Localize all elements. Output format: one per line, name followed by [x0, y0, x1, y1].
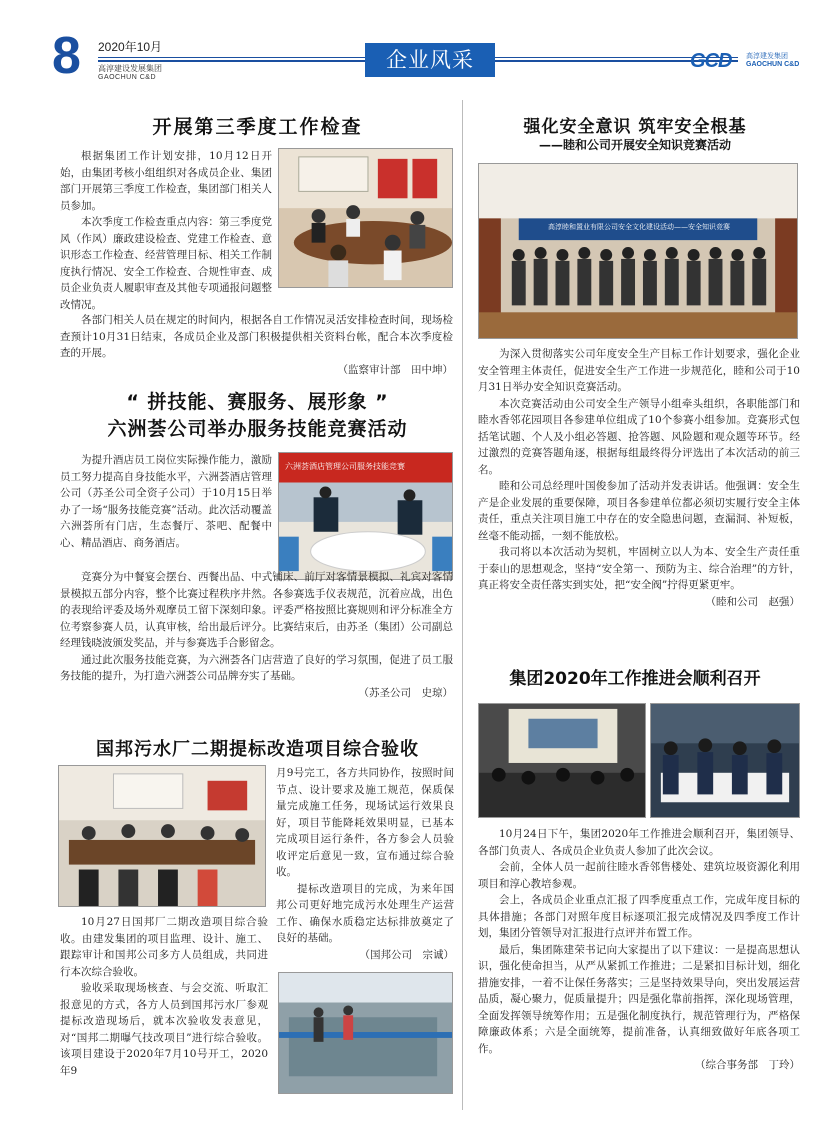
- article-4-para-1: 为深入贯彻落实公司年度安全生产目标工作计划要求，强化企业安全管理主体责任，促进安全生产工作进一步规范化，睦和公司于10月31日举办安全知识竞赛活动。: [478, 348, 800, 393]
- article-3-photo-1: [58, 765, 266, 907]
- article-2-para-1: 为提升酒店员工岗位实际操作能力，激励员工努力提高自身技能水平，六洲荟酒店管理公司（苏圣公司全资子公司）于10月15日举办了一场“服务技能竞赛”活动。此次活动覆盖六洲荟所有门店，生态餐厅、茶吧、配餐中心、精品酒店、商务酒店。: [60, 454, 272, 549]
- article-1-para-1: 根据集团工作计划安排，10月12日开始，由集团考核小组组织对各成员企业、集团部门开展第三季度工作检查，集团部门相关人员参加。: [60, 150, 272, 212]
- article-1-para-3: 各部门相关人员在规定的时间内，根据各自工作情况灵活安排检查时间，现场检查预计10月31日结束，各成员企业及部门积极提供相关资料台帐，配合本次季度检查的开展。: [60, 314, 453, 359]
- article-5-para-4: 最后，集团陈建荣书记向大家提出了以下建议：一是提高思想认识，强化使命担当，从严从紧抓工作推进；二是紧扣目标计划，细化措施安排，一着不让保任务落实；三是坚持效果导向，突出发展运营品质，凝心聚力，促质量提升；四是强化靠前指挥，深化现场管理，全面发挥领导统筹作用；五是强化制度执行，规范管理行为，严格保障廉政体系；六是全面统筹，提前准备，认真细致做好年底各项工作。: [478, 943, 800, 1055]
- article-4-photo: [478, 163, 798, 339]
- article-3-para-2-cont: 月9号完工，各方共同协作，按照时间节点、设计要求及施工规范，保质保量完成施工任务，现场试运行效果良好，项目节能降耗效果明显，已基本完成项目运行条件，各方参会人员验收评定后意见一致，宣布通过综合验收。: [276, 767, 454, 878]
- page-number: 8: [52, 27, 81, 85]
- article-4-para-3: 睦和公司总经理叶国俊参加了活动并发表讲话。他强调：安全生产是企业发展的重要保障，项目各参建单位都必须切实履行安全主体责任，重点关注项目施工中存在的安全隐患问题，查漏洞、补短板，丝毫不能动摇，一刻不能放松。: [478, 480, 800, 542]
- page-header: [0, 0, 830, 100]
- article-3-body-right: [276, 765, 454, 963]
- article-5-para-3: 会上，各成员企业重点汇报了四季度重点工作，完成年度目标的具体措施；各部门对照年度目标逐项汇报完成情况及四季度工作计划，集团分管领导对汇报进行点评并布置工作。: [478, 894, 800, 939]
- issue-date: 2020年10月: [98, 40, 163, 54]
- article-2-body-top: [60, 452, 272, 551]
- article-3-photo-2: [278, 972, 453, 1094]
- article-1-title: 开展第三季度工作检查: [152, 116, 363, 138]
- article-4-body: [478, 346, 800, 610]
- article-5-para-1: 10月24日下午，集团2020年工作推进会顺利召开，集团领导、各部门负责人、各成员企业负责人参加了此次会议。: [478, 828, 800, 857]
- article-1-signature: （监察审计部 田中坤）: [337, 363, 453, 376]
- org-name-en: GAOCHUN C&D: [98, 74, 157, 81]
- article-3-para-2: 验收采取现场核查、与会交流、听取汇报意见的方式，各方人员到国邦污水厂参观提标改造现场后，就本次验收发表意见，对“国邦二期曝气技改项目”进行综合验收。该项目建设于2020年7月10号开工，2020年9: [60, 982, 268, 1077]
- article-3-body-left: [60, 914, 268, 1079]
- article-4-signature: （睦和公司 赵强）: [705, 595, 800, 608]
- logo-text-en: GAOCHUN C&D: [746, 61, 800, 68]
- article-1-body-bottom: [60, 312, 453, 378]
- article-5-body: [478, 826, 800, 1074]
- article-2-para-2: 竞赛分为中餐宴会摆台、西餐出品、中式铺床、前厅对客情景模拟、礼宾对客情景模拟五部分内容，整个比赛过程秩序井然。各参赛选手仪表规范，沉着应战，出色的表现给评委及场外观摩员工留下深刻印象。评委严格按照比赛规则和评分标准全方位考察参赛人员，认真审核，给出最后评分。比赛结束后，由苏圣（集团）公司副总经理钱晓波颁发奖品，并与参赛选手合影留念。: [60, 571, 453, 649]
- article-2-body-bottom: [60, 569, 453, 701]
- logo-mark: GCD: [690, 50, 732, 72]
- article-4-photo-banner: 高淳睦和置业有限公司安全文化建设活动——安全知识竞赛: [548, 223, 730, 231]
- article-5-signature: （综合事务部 丁玲）: [695, 1059, 800, 1071]
- article-4-title-line-1: 强化安全意识 筑牢安全根基: [523, 117, 747, 137]
- article-1-body-top: [60, 148, 272, 313]
- article-1-photo: [278, 148, 453, 288]
- article-3-title: 国邦污水厂二期提标改造项目综合验收: [96, 739, 419, 760]
- article-3-para-3: 提标改造项目的完成，为来年国邦公司更好地完成污水处理生产运营工作、确保水质稳定达标排放奠定了良好的基础。: [276, 882, 454, 944]
- article-2-title-line-2: 六洲荟公司举办服务技能竞赛活动: [107, 418, 408, 440]
- article-2-title-line-1: “ 拼技能、赛服务、展形象 ”: [126, 391, 389, 413]
- article-5-photo-2: [650, 703, 800, 818]
- org-name-cn: 高淳建设发展集团: [98, 64, 162, 73]
- article-4-para-2: 本次竞赛活动由公司安全生产领导小组牵头组织，各职能部门和睦水香邻花园项目各参建单位组成了10个参赛小组参加。竞赛形式包括笔试题、个人及小组必答题、抢答题、风险题和观众题等环节。经过激烈的竞赛答题角逐，根据每组最终得分评选出了本次活动的前三名。: [478, 397, 800, 476]
- article-4-title-line-2: ——睦和公司开展安全知识竞赛活动: [538, 138, 731, 152]
- column-divider: [462, 100, 463, 1110]
- article-4-para-4: 我司将以本次活动为契机，牢固树立以人为本、安全生产责任重于泰山的思想观念，坚持“安全第一、预防为主、综合治理”的方针，真正将安全责任落实到实处，把“安全阀”拧得更紧更牢。: [478, 546, 800, 591]
- article-5-photo-1: [478, 703, 646, 818]
- article-2-signature: （苏圣公司 史琼）: [358, 686, 453, 699]
- article-2-para-3: 通过此次服务技能竞赛，为六洲荟各门店营造了良好的学习氛围，促进了员工服务技能的提升，为打造六洲荟公司品牌夯实了基础。: [60, 653, 453, 682]
- section-title: 企业风采: [365, 43, 495, 77]
- article-3-signature: （国邦公司 宗诚）: [359, 948, 454, 961]
- logo-text-cn: 高淳建发集团: [746, 53, 788, 60]
- article-1-para-2: 本次季度工作检查重点内容：第三季度党风（作风）廉政建设检查、党建工作检查、意识形态工作检查、经营管理目标、相关工作制度执行情况、安全工作检查、合规性审查、成员企业负责人履职审查及其他专项通报问题整改情况。: [60, 216, 272, 311]
- article-2-photo-banner: 六洲荟酒店管理公司服务技能竞赛: [285, 462, 405, 471]
- article-5-para-2: 会前，全体人员一起前往睦水香邻售楼处、建筑垃圾资源化利用项目和淳心教培参观。: [478, 861, 800, 890]
- article-5-title: 集团2020年工作推进会顺利召开: [509, 669, 761, 689]
- article-2-photo: [278, 452, 453, 580]
- article-3-para-1: 10月27日国邦厂二期改造项目综合验收。由建发集团的项目监理、设计、施工、跟踪审计和国邦公司多方人员组成，共同进行本次综合验收。: [60, 916, 268, 978]
